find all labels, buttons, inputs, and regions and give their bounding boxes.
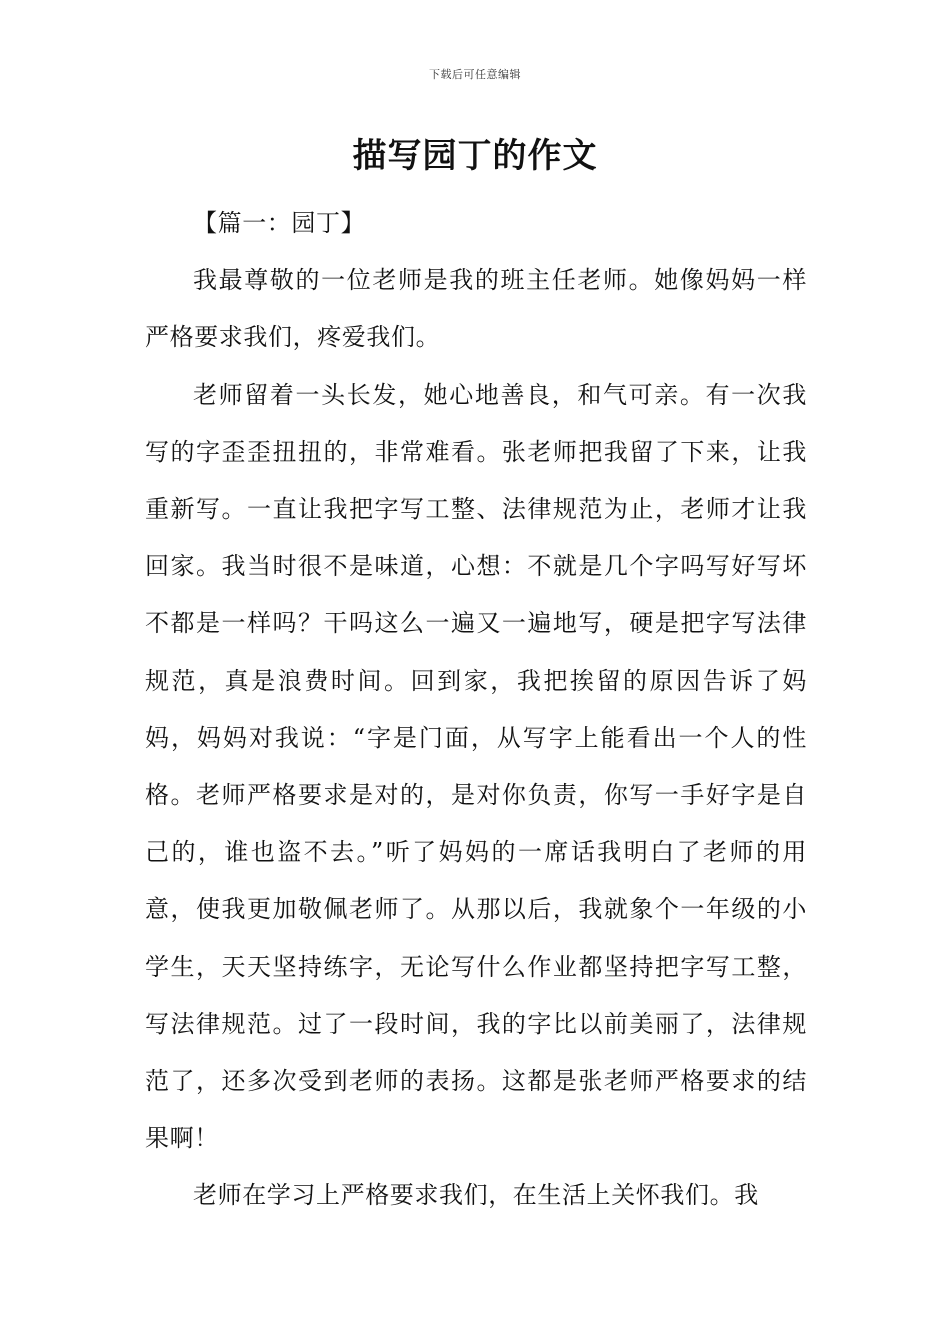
header-note: 下载后可任意编辑	[429, 68, 521, 81]
paragraph-3: 老师在学习上严格要求我们，在生活上关怀我们。我	[193, 1181, 759, 1210]
section-heading: 【篇一：园丁】	[193, 209, 366, 237]
document-body	[145, 195, 807, 1225]
paragraph-1: 我最尊敬的一位老师是我的班主任老师。她像妈妈一样严格要求我们，疼爱我们。	[145, 266, 807, 352]
document-title: 描写园丁的作文	[352, 136, 598, 176]
paragraph-2: 老师留着一头长发，她心地善良，和气可亲。有一次我写的字歪歪扭扭的，非常难看。张老师把我留了下来，让我重新写。一直让我把字写工整、法律规范为止，老师才让我回家。我当时很不是味道，心想：不就是几个字吗写好写坏不都是一样吗？干吗这么一遍又一遍地写，硬是把字写法律规范，真是浪费时间。回到家，我把挨留的原因告诉了妈妈，妈妈对我说：“字是门面，从写字上能看出一个人的性格。老师严格要求是对的，是对你负责，你写一手好字是自己的，谁也盗不去。”听了妈妈的一席话我明白了老师的用意，使我更加敬佩老师了。从那以后，我就象个一年级的小学生，天天坚持练字，无论写什么作业都坚持把字写工整，写法律规范。过了一段时间，我的字比以前美丽了，法律规范了，还多次受到老师的表扬。这都是张老师严格要求的结果啊！	[145, 380, 807, 1153]
